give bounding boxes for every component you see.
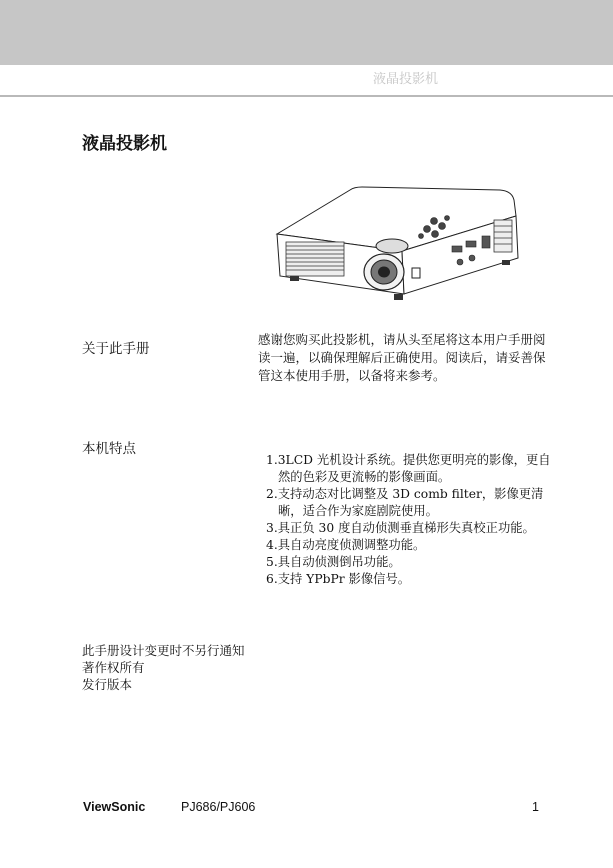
feature-item: 3.具正负 30 度自动侦测垂直梯形失真校正功能。 bbox=[266, 521, 535, 535]
page-title: 液晶投影机 bbox=[82, 134, 167, 154]
footer-brand: ViewSonic bbox=[83, 800, 146, 814]
page-number: 1 bbox=[532, 800, 539, 814]
feature-item: 4.具自动亮度侦测调整功能。 bbox=[266, 538, 426, 552]
notice-line: 著作权所有 bbox=[82, 660, 145, 675]
projector-illustration bbox=[272, 176, 522, 308]
features-label: 本机特点 bbox=[82, 441, 136, 457]
footer-model: PJ686/PJ606 bbox=[181, 800, 256, 814]
notice-line: 发行版本 bbox=[82, 677, 133, 692]
features-list bbox=[266, 452, 556, 588]
header-subtitle: 液晶投影机 bbox=[373, 72, 439, 87]
feature-item: 6.支持 YPbPr 影像信号。 bbox=[266, 572, 411, 586]
notice-line: 此手册设计变更时不另行通知 bbox=[82, 643, 245, 658]
feature-item: 5.具自动侦测倒吊功能。 bbox=[266, 555, 401, 569]
about-manual-label: 关于此手册 bbox=[82, 341, 150, 357]
feature-item: 2.支持动态对比调整及 3D comb filter，影像更清晰，适合作为家庭剧院使用。 bbox=[266, 487, 544, 518]
feature-item: 1.3LCD 光机设计系统。提供您更明亮的影像，更自然的色彩及更流畅的影像画面。 bbox=[266, 453, 551, 484]
header-divider bbox=[0, 95, 613, 97]
about-manual-text: 感谢您购买此投影机，请从头至尾将这本用户手册阅读一遍，以确保理解后正确使用。阅读后，请妥善保管这本使用手册，以备将来参考。 bbox=[258, 332, 546, 383]
header-band bbox=[0, 0, 613, 65]
notice-block bbox=[82, 642, 245, 693]
